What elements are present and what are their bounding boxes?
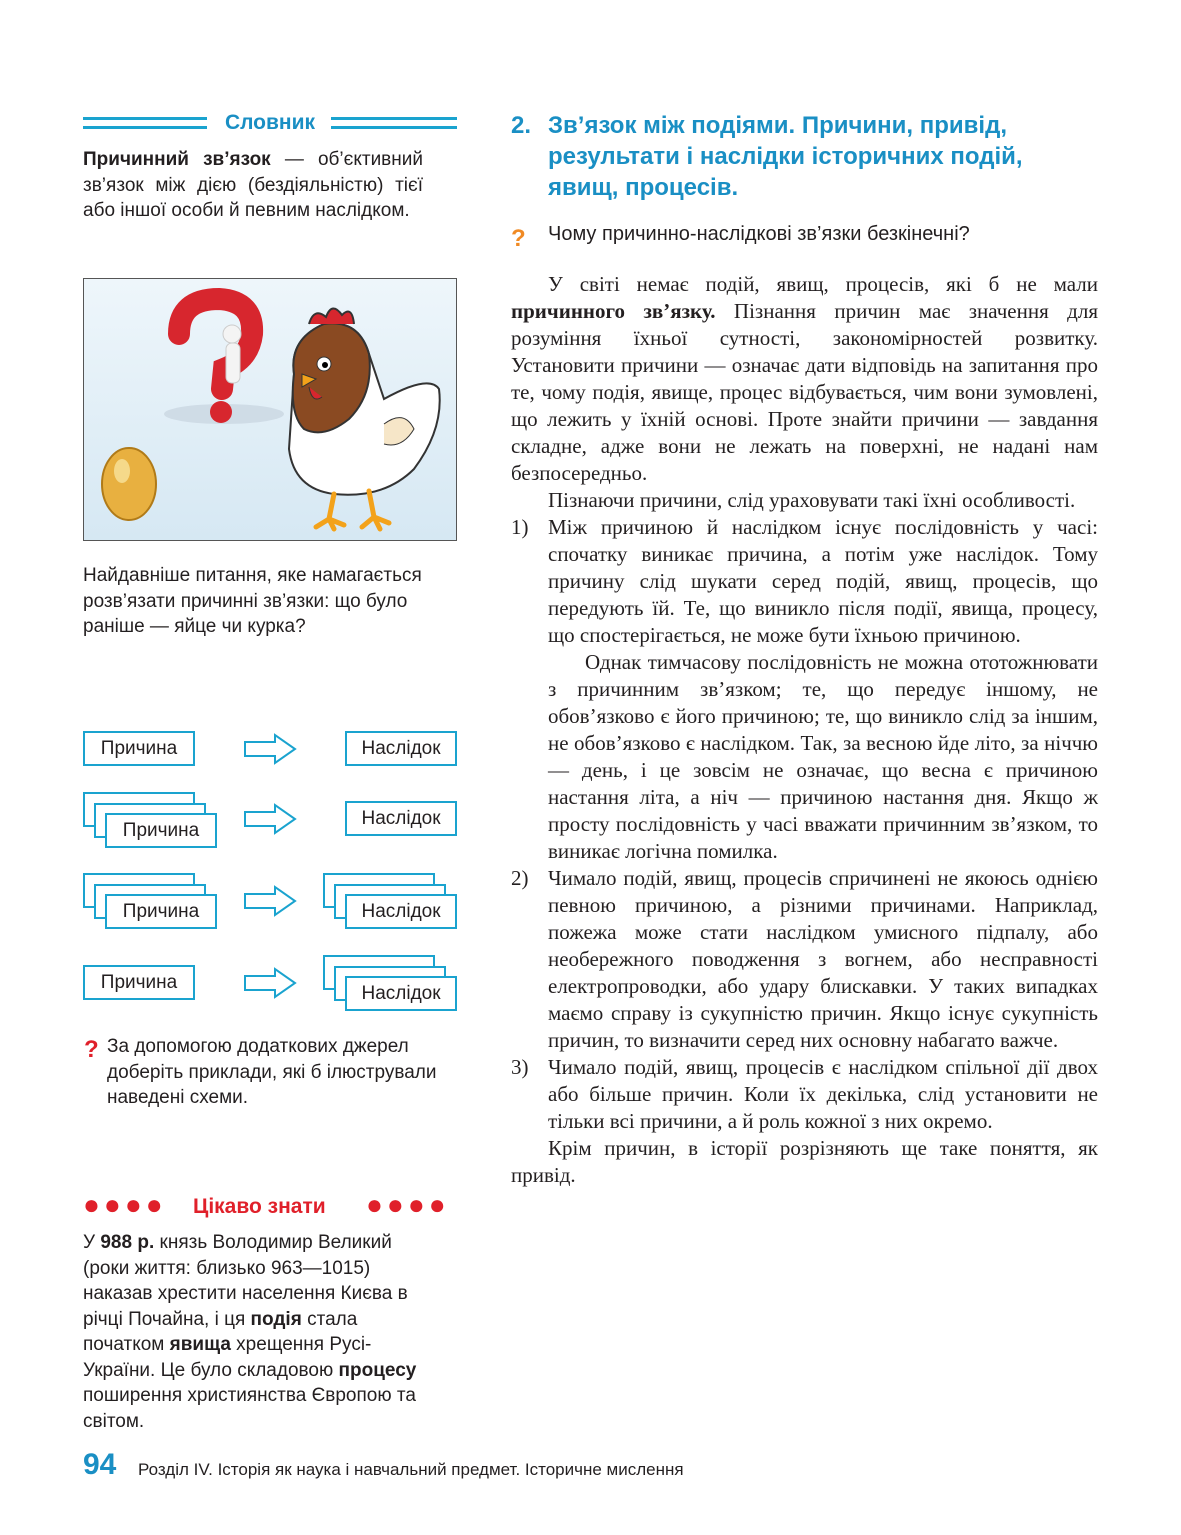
list-item-3-number: 3) xyxy=(511,1055,529,1079)
paragraph-2: Пізнаючи причини, слід ураховувати такі їхні особливості. xyxy=(548,488,1076,512)
interest-text-c: стала початком xyxy=(83,1308,358,1355)
question-mark-icon xyxy=(179,299,252,389)
scheme4-arrow-icon xyxy=(243,967,297,999)
interest-text-b: князь Володимир Великий (роки життя: близько 963—1015) наказав хрестити населення Києва в річці Почайна, і ця xyxy=(83,1232,408,1330)
interest-title: Цікаво знати xyxy=(193,1195,326,1218)
scheme2-arrow-icon xyxy=(243,803,297,835)
interest-dots-right: ●●●● xyxy=(366,1189,450,1220)
paragraph-1-bold: причинного зв’язку. xyxy=(511,299,716,323)
list-item-3 xyxy=(511,1054,1098,1135)
egg-icon xyxy=(102,448,156,520)
scheme3-effect-label: Наслідок xyxy=(361,900,441,922)
vocab-header xyxy=(83,110,457,136)
paragraph-1-a: У світі немає подій, явищ, процесів, які б не мали xyxy=(548,272,1098,296)
list-item-1 xyxy=(511,514,1098,865)
vocab-term: Причинний зв’язок xyxy=(83,149,271,170)
scheme1-cause-label: Причина xyxy=(100,737,178,759)
paragraph-last: Крім причин, в історії розрізняють ще таке поняття, як привід. xyxy=(511,1136,1098,1187)
scheme3-cause-label: Причина xyxy=(122,900,200,922)
section-body xyxy=(511,271,1098,1189)
interest-phenomenon: явища xyxy=(169,1334,231,1355)
list-item-3-text: Чимало подій, явищ, процесів є наслідком спільної дії двох або більше причин. Коли їх декілька, слід установити не тільки всі причини, а й роль кожної з них окремо. xyxy=(548,1055,1098,1133)
task-text: За допомогою додаткових джерел доберіть приклади, які б ілюстрували наведені схеми. xyxy=(107,1036,437,1108)
question-icon: ? xyxy=(511,225,526,252)
scheme4-effect xyxy=(345,976,457,1011)
scheme3-arrow-icon xyxy=(243,885,297,917)
chapter-title: Розділ IV. Історія як наука і навчальний предмет. Історичне мислення xyxy=(138,1460,684,1479)
vocab-definition: — об’єктивний зв’язок між дією (бездіяльністю) тієї або іншої особи й певним наслідком. xyxy=(83,149,423,221)
interest-event: подія xyxy=(250,1308,302,1330)
chicken-icon xyxy=(289,308,440,529)
vocab-title: Словник xyxy=(217,111,323,134)
illustration-svg xyxy=(84,279,456,540)
interest-process: процесу xyxy=(338,1359,417,1381)
scheme1-effect-label: Наслідок xyxy=(361,737,441,759)
interest-text-a: У xyxy=(83,1232,101,1253)
illustration-caption: Найдавніше питання, яке намагається розв’язати причинні зв’язки: що було раніше — яйце чи курка? xyxy=(83,565,422,637)
interest-text-d: хрещення Русі-України. Це було складовою xyxy=(83,1334,372,1381)
scheme2-cause-label: Причина xyxy=(122,819,200,841)
egg-chicken-illustration xyxy=(83,278,457,541)
scheme1-arrow-icon xyxy=(243,733,297,765)
vocab-entry xyxy=(83,147,423,224)
scheme3-cause xyxy=(105,894,217,929)
list-item-1-continuation: Однак тимчасову послідовність не можна ототожнювати з причинним зв’язком; те, що передує іншому, не обов’язково є його причиною; те, що виникло слід за іншим, не обов’язково є наслідком. Так, за весною йде літо, за ніччю — день, і це зовсім не означає, що весна є причиною настання літа, а ніч — причиною настання дня. Якщо ж просту послідовність у часі вважати причинним зв’язком, то виникає логічна помилка. xyxy=(548,650,1098,863)
scheme4-cause-label: Причина xyxy=(100,971,178,993)
interest-text-e: поширення християнства Європою та світом. xyxy=(83,1385,416,1432)
scheme1-effect xyxy=(345,731,457,766)
interest-dots-left: ●●●● xyxy=(83,1189,167,1220)
scheme3-effect xyxy=(345,894,457,929)
scheme1-cause xyxy=(83,731,195,766)
task-question-icon: ? xyxy=(84,1036,99,1063)
section-question: Чому причинно-наслідкові зв’язки безкінечні? xyxy=(548,223,970,245)
interest-year: 988 р. xyxy=(100,1232,155,1253)
scheme2-effect-label: Наслідок xyxy=(361,807,441,829)
scheme4-cause xyxy=(83,965,195,1000)
paragraph-1-b: Пізнання причин має значення для розуміння їхньої сутності, закономірностей розвитку. Установити причини — означає дати відповідь на запитання про те, чому подія, явище, процес відбувається, чим вони зумовлені, що лежить у їхній основі. Проте знайти причини — завдання складне, адже вони не лежать на поверхні, не надані нам безпосередньо. xyxy=(511,299,1099,485)
paragraph-1 xyxy=(511,271,1098,487)
page-number: 94 xyxy=(83,1448,117,1481)
list-item-2 xyxy=(511,865,1098,1054)
list-item-1-number: 1) xyxy=(511,515,529,539)
list-item-1-text: Між причиною й наслідком існує послідовність у часі: спочатку виникає причина, а потім уже наслідок. Тому причину слід шукати серед подій, явищ, процесів, що передують їй. Те, що виникло після події, явища, процесу, що спостерігається, не може бути їхньою причиною. xyxy=(548,515,1098,647)
interest-text xyxy=(83,1230,443,1434)
section-title: Зв’язок між подіями. Причини, привід, результати і наслідки історичних подій, явищ, процесів. xyxy=(548,112,1023,201)
scheme2-effect xyxy=(345,801,457,836)
scheme4-effect-label: Наслідок xyxy=(361,982,441,1004)
section-number: 2. xyxy=(511,112,532,139)
section-heading xyxy=(511,110,1071,203)
list-item-2-number: 2) xyxy=(511,866,529,890)
list-item-2-text: Чимало подій, явищ, процесів спричинені не якоюсь однією певною причиною, а різними причинами. Наприклад, пожежа може стати наслідком умисного підпалу, або необережного поводження з вогнем, або несправності електропроводки, або удару блискавки. У таких випадках маємо справу із сукупністю причин. Якщо існує сукупність причин, то визначити серед них основну набагато важче. xyxy=(548,866,1098,1052)
scheme2-cause xyxy=(105,813,217,848)
